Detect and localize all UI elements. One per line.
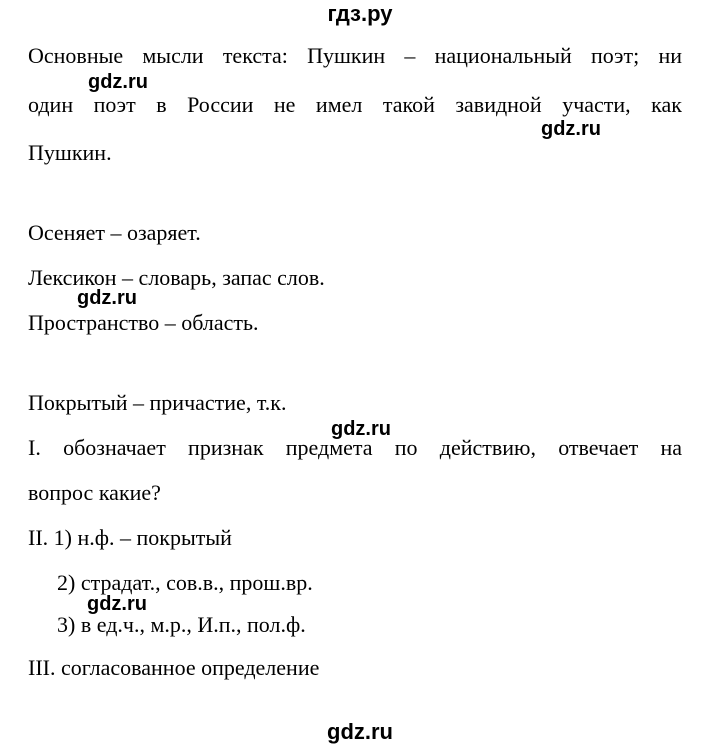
main-thoughts-line-1: Основные мысли текста: Пушкин – национальный поэт; ни: [28, 43, 682, 68]
parsing-point-2-item-2: 2) страдат., сов.в., прош.вр.: [57, 570, 313, 595]
main-thoughts-line-3: Пушкин.: [28, 140, 112, 165]
watermark: gdz.ru: [331, 418, 391, 440]
parsing-point-3: III. согласованное определение: [28, 655, 320, 680]
parsing-point-2-item-1: II. 1) н.ф. – покрытый: [28, 525, 232, 550]
synonym-item-1: Осеняет – озаряет.: [28, 220, 201, 245]
main-thoughts-line-2: один поэт в России не имел такой завидной участи, как: [28, 92, 682, 117]
watermark: gdz.ru: [88, 71, 148, 93]
watermark: gdz.ru: [541, 118, 601, 140]
page-header-site-name: гдз.ру: [327, 1, 393, 26]
parsing-intro: Покрытый – причастие, т.к.: [28, 390, 287, 415]
parsing-point-1-line-2: вопрос какие?: [28, 480, 161, 505]
parsing-point-1-line-1: I. обозначает признак предмета по действию, отвечает на: [28, 435, 682, 460]
page-footer-site-name: gdz.ru: [327, 719, 393, 744]
watermark: gdz.ru: [87, 593, 147, 615]
synonym-item-2: Лексикон – словарь, запас слов.: [28, 265, 325, 290]
watermark: gdz.ru: [77, 287, 137, 309]
synonym-item-3: Пространство – область.: [28, 310, 259, 335]
parsing-point-2-item-3: 3) в ед.ч., м.р., И.п., пол.ф.: [57, 612, 306, 637]
